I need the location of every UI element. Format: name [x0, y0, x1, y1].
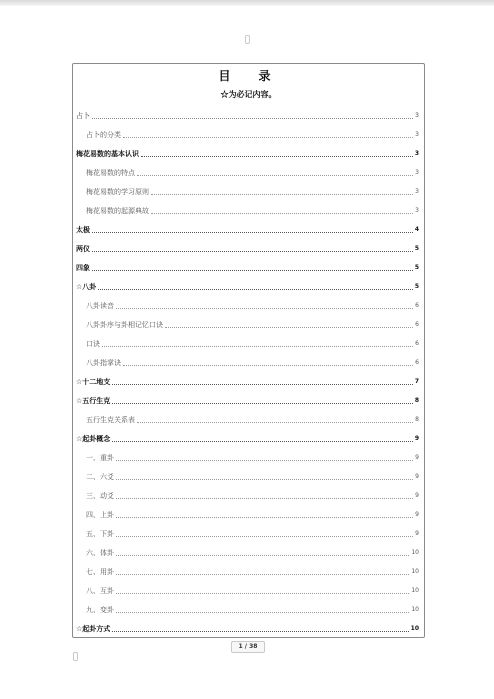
toc-entry-label: 占卜的分类 [86, 130, 121, 139]
toc-entry[interactable] [76, 410, 419, 429]
toc-entry-page: 5 [414, 283, 419, 290]
toc-entry-label: 八卦指掌诀 [86, 358, 121, 367]
toc-entry[interactable] [76, 220, 419, 239]
toc-entry-label: 四象 [76, 263, 90, 272]
toc-entry[interactable] [76, 391, 419, 410]
toc-leader-dots [112, 441, 413, 442]
toc-entry-page: 9 [415, 530, 419, 537]
toc-entry-page: 6 [415, 340, 419, 347]
toc-leader-dots [92, 251, 413, 252]
toc-leader-dots [151, 194, 413, 195]
toc-entry-page: 7 [414, 378, 419, 385]
toc-entry-page: 3 [415, 169, 419, 176]
toc-leader-dots [92, 118, 413, 119]
toc-entry-page: 3 [415, 131, 419, 138]
page-indicator: 1 / 38 [231, 641, 265, 653]
toc-leader-dots [112, 384, 413, 385]
toc-entry-label: ☆八卦 [76, 282, 97, 291]
toc-entry[interactable] [76, 524, 419, 543]
toc-entry-page: 10 [411, 606, 419, 613]
toc-entry-label: 四、上卦 [86, 510, 114, 519]
toc-entry[interactable] [76, 543, 419, 562]
toc-entry-page: 4 [414, 226, 419, 233]
toc-leader-dots [116, 574, 409, 575]
toc-entry[interactable] [76, 505, 419, 524]
viewer-top-bar [0, 0, 494, 6]
toc-entry-page: 10 [411, 549, 419, 556]
toc-entry-label: 五行生克关系表 [86, 415, 135, 424]
toc-leader-dots [123, 137, 413, 138]
toc-entry-page: 10 [410, 625, 419, 632]
page-title: 目 录 [218, 69, 279, 83]
toc-leader-dots [116, 517, 413, 518]
toc-leader-dots [92, 232, 413, 233]
toc-entry-label: 一、重卦 [86, 453, 114, 462]
toc-entry[interactable] [76, 277, 419, 296]
toc-entry-label: 六、体卦 [86, 548, 114, 557]
toc-entry-label: 八卦卦序与卦相记忆口诀 [86, 320, 163, 329]
toc-entry-page: 6 [415, 359, 419, 366]
toc-entry[interactable] [76, 163, 419, 182]
toc-entry-label: 九、变卦 [86, 605, 114, 614]
toc-entry-page: 3 [415, 188, 419, 195]
toc-entry-label: 七、用卦 [86, 567, 114, 576]
toc-leader-dots [116, 498, 413, 499]
toc-entry[interactable] [76, 258, 419, 277]
toc-entry[interactable] [76, 581, 419, 600]
toc-leader-dots [116, 536, 413, 537]
toc-leader-dots [116, 308, 413, 309]
toc-entry-label: 梅花易数的基本认识 [76, 149, 139, 158]
toc-entry-page: 3 [415, 112, 419, 119]
toc-entry-label: 两仪 [76, 244, 90, 253]
toc-entry-label: ☆起卦方式 [76, 624, 111, 633]
toc-entry-label: 梅花易数的特点 [86, 168, 135, 177]
toc-entry[interactable] [76, 315, 419, 334]
toc-leader-dots [165, 327, 413, 328]
toc-entry-page: 3 [415, 207, 419, 214]
toc-entry-label: 占卜 [76, 111, 90, 120]
toc-entry-page: 6 [415, 302, 419, 309]
toc-leader-dots [116, 555, 409, 556]
toc-entry-page: 9 [415, 492, 419, 499]
toc-entry[interactable] [76, 201, 419, 220]
table-of-contents [76, 106, 419, 638]
toc-leader-dots [116, 593, 409, 594]
page-break-marker [245, 35, 250, 44]
toc-entry-label: 梅花易数的学习原则 [86, 187, 149, 196]
toc-entry[interactable] [76, 429, 419, 448]
toc-entry[interactable] [76, 334, 419, 353]
toc-entry[interactable] [76, 106, 419, 125]
toc-entry-page: 10 [411, 587, 419, 594]
toc-entry-label: ☆十二地支 [76, 377, 111, 386]
toc-entry[interactable] [76, 182, 419, 201]
toc-entry-page: 6 [415, 321, 419, 328]
toc-entry-label: 梅花易数的起源典故 [86, 206, 149, 215]
toc-entry[interactable] [76, 619, 419, 638]
toc-leader-dots [112, 631, 408, 632]
toc-entry-page: 8 [414, 397, 419, 404]
toc-entry-label: 八卦读音 [86, 301, 114, 310]
toc-leader-dots [137, 422, 413, 423]
toc-leader-dots [92, 270, 413, 271]
toc-leader-dots [116, 479, 413, 480]
toc-entry[interactable] [76, 562, 419, 581]
toc-entry[interactable] [76, 239, 419, 258]
toc-entry-page: 5 [414, 264, 419, 271]
document-page [72, 63, 425, 638]
toc-entry-label: 三、动爻 [86, 491, 114, 500]
toc-entry-page: 3 [414, 150, 419, 157]
toc-leader-dots [112, 403, 413, 404]
toc-entry[interactable] [76, 600, 419, 619]
toc-entry-label: ☆五行生克 [76, 396, 111, 405]
toc-leader-dots [151, 213, 413, 214]
toc-leader-dots [116, 612, 409, 613]
toc-entry[interactable] [76, 448, 419, 467]
toc-entry-page: 9 [415, 511, 419, 518]
toc-entry-page: 5 [414, 245, 419, 252]
toc-leader-dots [98, 289, 413, 290]
toc-leader-dots [141, 156, 413, 157]
toc-entry[interactable] [76, 353, 419, 372]
required-note: ☆为必记内容。 [220, 89, 277, 99]
page-break-marker [73, 652, 78, 661]
toc-entry[interactable] [76, 296, 419, 315]
toc-leader-dots [137, 175, 413, 176]
toc-entry-label: ☆起卦概念 [76, 434, 111, 443]
toc-entry-label: 太极 [76, 225, 90, 234]
toc-entry-page: 9 [415, 454, 419, 461]
toc-entry-label: 五、下卦 [86, 529, 114, 538]
toc-entry-page: 10 [411, 568, 419, 575]
toc-entry-page: 8 [415, 416, 419, 423]
toc-entry-label: 八、互卦 [86, 586, 114, 595]
toc-entry[interactable] [76, 125, 419, 144]
toc-entry-page: 9 [414, 435, 419, 442]
toc-leader-dots [123, 365, 413, 366]
toc-entry-label: 二、六爻 [86, 472, 114, 481]
toc-leader-dots [102, 346, 413, 347]
toc-entry[interactable] [76, 486, 419, 505]
toc-leader-dots [116, 460, 413, 461]
toc-entry-page: 9 [415, 473, 419, 480]
toc-entry[interactable] [76, 467, 419, 486]
toc-entry[interactable] [76, 144, 419, 163]
toc-entry[interactable] [76, 372, 419, 391]
toc-entry-label: 口诀 [86, 339, 100, 348]
